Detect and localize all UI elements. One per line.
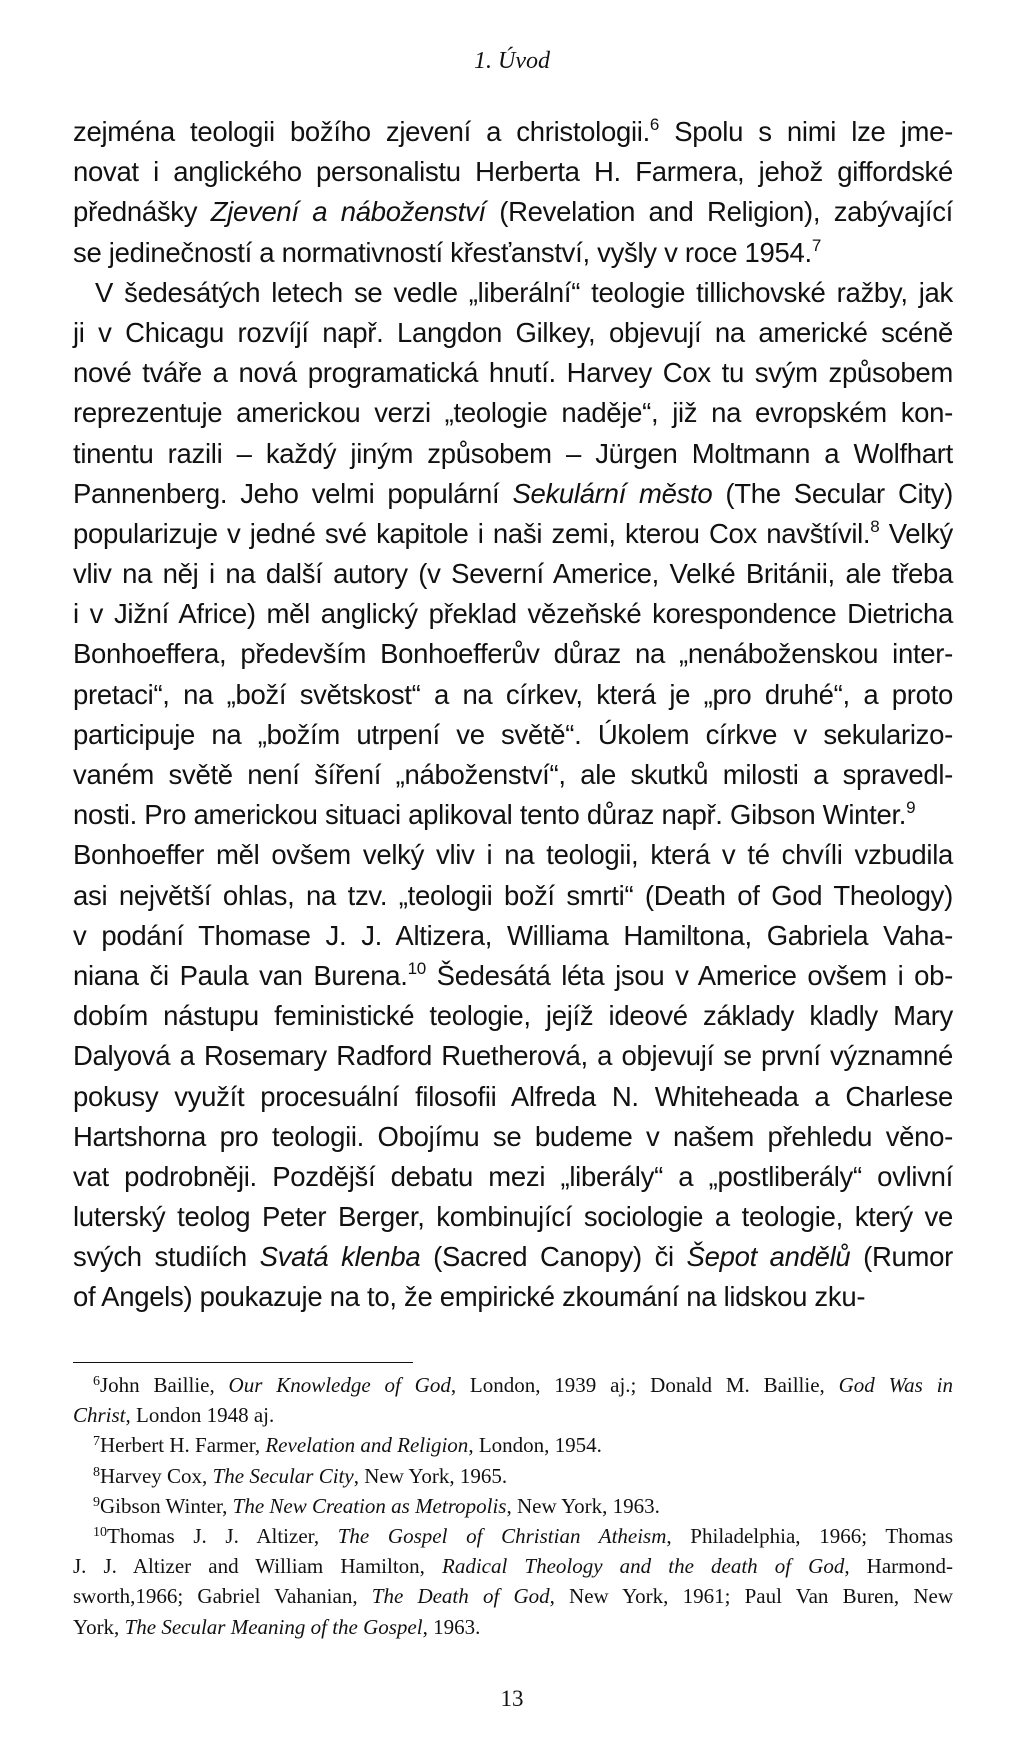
text-run: svých studiích (73, 1241, 260, 1273)
italic-title: Radical Theology and the death of God (442, 1554, 845, 1579)
text-run: popularizuje v jedné své kapitole i naši zemi, kterou Cox navštívil. (73, 517, 871, 549)
text-run: dobím nástupu feministické teologie, jejíž ideové základy kladly Mary (73, 1000, 953, 1032)
text-run: pokusy využít procesuální filosofii Alfreda N. Whiteheada a Charlese (73, 1080, 953, 1112)
footnotes-line (73, 1400, 953, 1430)
text-run: luterský teolog Peter Berger, kombinující sociologie a teologie, který ve (73, 1201, 953, 1233)
body-line (73, 434, 953, 474)
text-run: Šedesátá léta jsou v Americe ovšem i ob- (425, 959, 953, 991)
footnote-marker: 8 (870, 516, 880, 536)
text-run: , New York, 1965. (353, 1463, 508, 1488)
footnote-marker: 6 (93, 1374, 100, 1389)
body-line (73, 313, 953, 353)
text-run: ji v Chicagu rozvíjí např. Langdon Gilkey, objevují na americké scéně (73, 316, 953, 348)
italic-title: Our Knowledge of God (228, 1373, 451, 1397)
text-run: Bonhoeffera, především Bonhoefferův důraz na „nenáboženskou inter- (73, 638, 953, 670)
text-run: , London, 1939 aj.; Donald M. Baillie, (450, 1373, 839, 1397)
footnotes-line (73, 1461, 953, 1491)
text-run: participuje na „božím utrpení ve světě“. Úkolem církve v sekularizo- (73, 718, 953, 750)
italic-title: God Was in (838, 1373, 953, 1397)
text-run: York, (73, 1614, 125, 1639)
text-run: pretaci“, na „boží světskost“ a na církev, která je „pro druhé“, a proto (73, 678, 953, 710)
text-run: Bonhoeffer měl ovšem velký vliv i na teologii, která v té chvíli vzbudila (73, 839, 953, 871)
text-run: niana či Paula van Burena. (73, 959, 408, 991)
italic-title: The Secular Meaning of the Gospel (124, 1614, 423, 1639)
footnote-marker: 10 (93, 1524, 107, 1540)
text-run: vaném světě není šíření „náboženství“, ale skutků milosti a spravedl- (73, 759, 953, 790)
footnote-marker: 7 (93, 1434, 100, 1450)
body-line (73, 835, 953, 875)
italic-title: Sekulární město (512, 477, 713, 509)
text-run: John Baillie, (100, 1373, 229, 1397)
body-line (73, 755, 953, 795)
text-run: v podání Thomase J. J. Altizera, Williama Hamiltona, Gabriela Vaha- (73, 919, 953, 951)
text-run: nové tváře a nová programatická hnutí. Harvey Cox tu svým způsobem (73, 357, 953, 389)
body-line (73, 353, 953, 393)
text-run: , London, 1954. (468, 1433, 602, 1458)
body-line (73, 715, 953, 755)
italic-title: The Gospel of Christian Atheism (337, 1523, 667, 1548)
body-line (73, 1277, 953, 1317)
italic-title: Revelation and Religion (265, 1433, 469, 1458)
footnote-marker: 6 (649, 115, 660, 134)
footnotes-line (73, 1430, 953, 1460)
text-run: , Philadelphia, 1966; Thomas (666, 1523, 953, 1548)
body-line (73, 876, 953, 916)
body-line (73, 233, 953, 273)
text-run: Thomas J. J. Altizer, (107, 1523, 338, 1548)
body-line (73, 1036, 953, 1076)
footnote-marker: 9 (93, 1494, 100, 1510)
italic-title: Zjevení a náboženství (210, 196, 486, 228)
text-run: vliv na něj i na další autory (v Severní Americe, Velké Británii, ale třeba (73, 558, 953, 590)
text-run: , New York, 1963. (506, 1493, 660, 1518)
text-run: i v Jižní Africe) měl anglický překlad vězeňské korespondence Dietricha (73, 598, 953, 630)
body-line (73, 192, 953, 232)
italic-title: Svatá klenba (259, 1241, 421, 1273)
body-line (73, 273, 953, 313)
text-run: reprezentuje americkou verzi „teologie naděje“, již na evropském kon- (73, 397, 953, 429)
text-run: sworth,1966; Gabriel Vahanian, (73, 1584, 372, 1609)
text-run: Velký (879, 517, 953, 549)
text-run: (The Secular City) (712, 477, 953, 509)
body-line (73, 594, 953, 634)
footnotes (73, 1370, 953, 1642)
text-run: asi největší ohlas, na tzv. „teologii boží smrti“ (Death of God Theology) (73, 879, 953, 911)
footnotes-line (73, 1370, 953, 1400)
text-run: (Rumor (850, 1241, 954, 1273)
body-line (73, 996, 953, 1036)
footnote-marker: 7 (811, 235, 821, 255)
footnote-marker: 10 (407, 958, 426, 978)
footnotes-line (73, 1581, 953, 1611)
body-line (73, 916, 953, 956)
footnote-marker: 9 (906, 798, 916, 818)
text-run: novat i anglického personalistu Herberta H. Farmera, jehož giffordské (73, 156, 953, 188)
text-run: (Revelation and Religion), zabývající (485, 196, 953, 228)
text-run: tinentu razili – každý jiným způsobem – Jürgen Moltmann a Wolfhart (73, 437, 953, 469)
text-run: , Harmond- (844, 1554, 953, 1579)
text-run: , New York, 1961; Paul Van Buren, New (549, 1584, 953, 1609)
italic-title: The Secular City (212, 1463, 354, 1488)
footnote-separator (73, 1362, 413, 1363)
page-number: 13 (500, 1686, 524, 1711)
footnotes-line (73, 1551, 953, 1581)
text-run: Herbert H. Farmer, (100, 1433, 266, 1458)
body-line (73, 112, 953, 152)
running-header: 1. Úvod (474, 48, 550, 74)
italic-title: The New Creation as Metropolis (232, 1493, 507, 1518)
footnote-marker: 8 (93, 1464, 100, 1480)
body-line (73, 1237, 953, 1277)
body-line (73, 1157, 953, 1197)
footnotes-line (73, 1521, 953, 1551)
text-run: , 1963. (422, 1614, 481, 1639)
body-line (73, 152, 953, 192)
text-run: V šedesátých letech se vedle „liberální“ teologie tillichovské ražby, jak (95, 276, 953, 308)
italic-title: The Death of God (371, 1584, 550, 1609)
body-line (73, 474, 953, 514)
body-line (73, 393, 953, 433)
text-run: Spolu s nimi lze jme- (659, 116, 953, 147)
body-line (73, 1197, 953, 1237)
body-line (73, 956, 953, 996)
text-run: se jedinečností a normativností křesťanství, vyšly v roce 1954. (73, 236, 812, 268)
text-run: Hartshorna pro teologii. Obojímu se budeme v našem přehledu věno- (73, 1120, 953, 1152)
body-text (73, 112, 953, 1318)
text-run: Dalyová a Rosemary Radford Ruetherová, a objevují se první významné (73, 1040, 953, 1072)
text-run: J. J. Altizer and William Hamilton, (73, 1554, 443, 1579)
body-line (73, 554, 953, 594)
text-run: Gibson Winter, (100, 1493, 233, 1518)
body-line (73, 634, 953, 674)
text-run: Harvey Cox, (100, 1463, 213, 1488)
italic-title: Christ (73, 1403, 126, 1428)
body-line (73, 795, 953, 835)
body-line (73, 514, 953, 554)
text-run: Pannenberg. Jeho velmi populární (73, 477, 513, 509)
text-run: nosti. Pro americkou situaci aplikoval tento důraz např. Gibson Winter. (73, 799, 907, 831)
text-run: , London 1948 aj. (125, 1403, 275, 1428)
text-run: zejména teologii božího zjevení a christologii. (73, 116, 650, 147)
text-run: (Sacred Canopy) či (420, 1241, 687, 1273)
text-run: vat podrobněji. Pozdější debatu mezi „liberály“ a „postliberály“ ovlivní (73, 1160, 953, 1192)
text-run: of Angels) poukazuje na to, že empirické zkoumání na lidskou zku- (73, 1281, 866, 1313)
italic-title: Šepot andělů (686, 1241, 851, 1273)
body-line (73, 1117, 953, 1157)
footnotes-line (73, 1491, 953, 1521)
body-line (73, 1077, 953, 1117)
text-run: přednášky (73, 196, 211, 228)
body-line (73, 675, 953, 715)
footnotes-line (73, 1612, 953, 1642)
